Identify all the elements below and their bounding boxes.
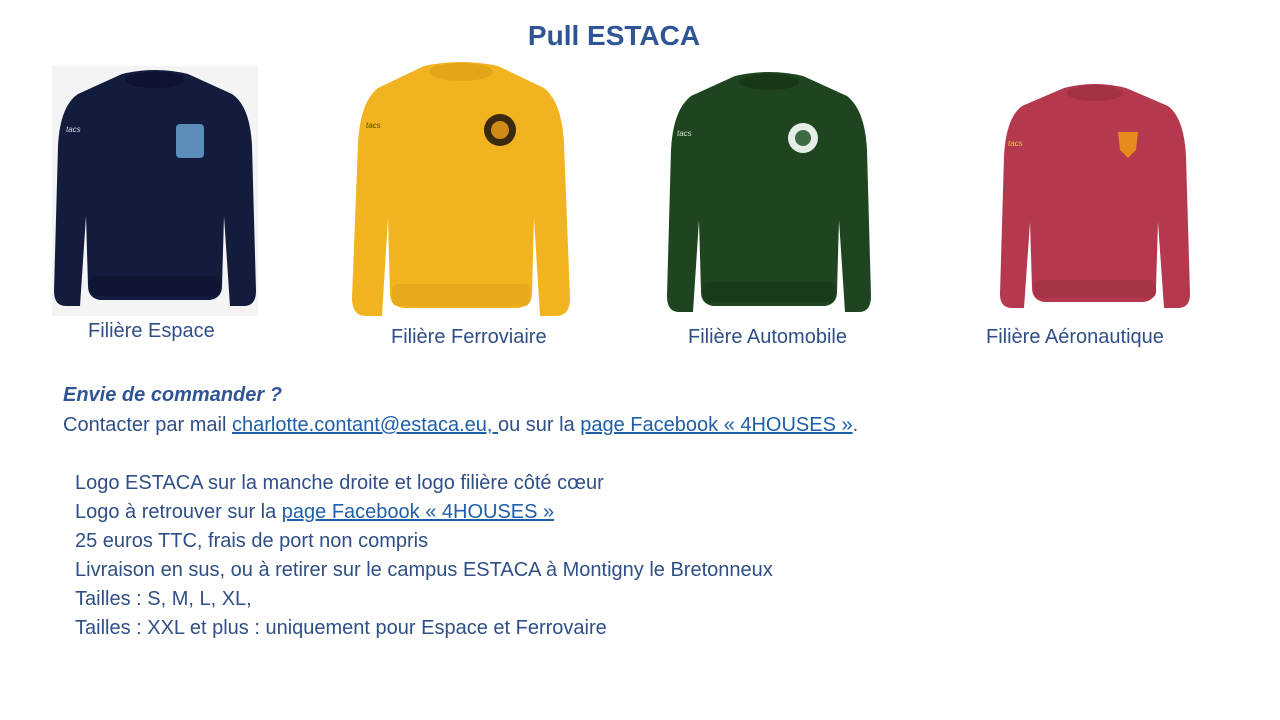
- caption-ferroviaire: Filière Ferroviaire: [391, 326, 547, 348]
- order-heading: Envie de commander ?: [63, 384, 282, 406]
- sweater-espace-image: [52, 66, 258, 316]
- detail-sizes-xxl: Tailles : XXL et plus : uniquement pour Espace et Ferrovaire: [75, 617, 607, 639]
- sweater-automobile-image: [665, 68, 873, 322]
- contact-suffix: .: [852, 414, 859, 436]
- detail-price: 25 euros TTC, frais de port non compris: [75, 530, 429, 552]
- svg-text:tacs: tacs: [1008, 139, 1023, 148]
- contact-prefix: Contacter par mail: [63, 414, 232, 436]
- page-title: Pull ESTACA: [527, 20, 701, 51]
- caption-automobile: Filière Automobile: [688, 326, 847, 348]
- order-section: [63, 380, 858, 440]
- svg-text:tacs: tacs: [66, 125, 81, 134]
- facebook-link-2[interactable]: page Facebook « 4HOUSES »: [281, 501, 555, 523]
- detail-logos: Logo ESTACA sur la manche droite et logo filière côté cœur: [75, 472, 604, 494]
- sweater-ferroviaire-image: [350, 58, 572, 326]
- contact-line: [63, 410, 858, 440]
- caption-aeronautique: Filière Aéronautique: [986, 326, 1164, 348]
- detail-sizes: Tailles : S, M, L, XL,: [75, 588, 252, 610]
- detail-logo-prefix: Logo à retrouver sur la: [75, 501, 282, 523]
- detail-logo-link-line: [75, 498, 773, 527]
- detail-delivery: Livraison en sus, ou à retirer sur le campus ESTACA à Montigny le Bretonneux: [75, 559, 773, 581]
- facebook-link[interactable]: page Facebook « 4HOUSES »: [580, 414, 853, 436]
- contact-middle: ou sur la: [497, 414, 581, 436]
- svg-text:tacs: tacs: [366, 121, 381, 130]
- details-section: [75, 469, 773, 643]
- svg-text:tacs: tacs: [677, 129, 692, 138]
- email-link[interactable]: charlotte.contant@estaca.eu,: [231, 414, 498, 436]
- caption-espace: Filière Espace: [88, 320, 215, 342]
- sweater-aeronautique-image: [998, 80, 1192, 316]
